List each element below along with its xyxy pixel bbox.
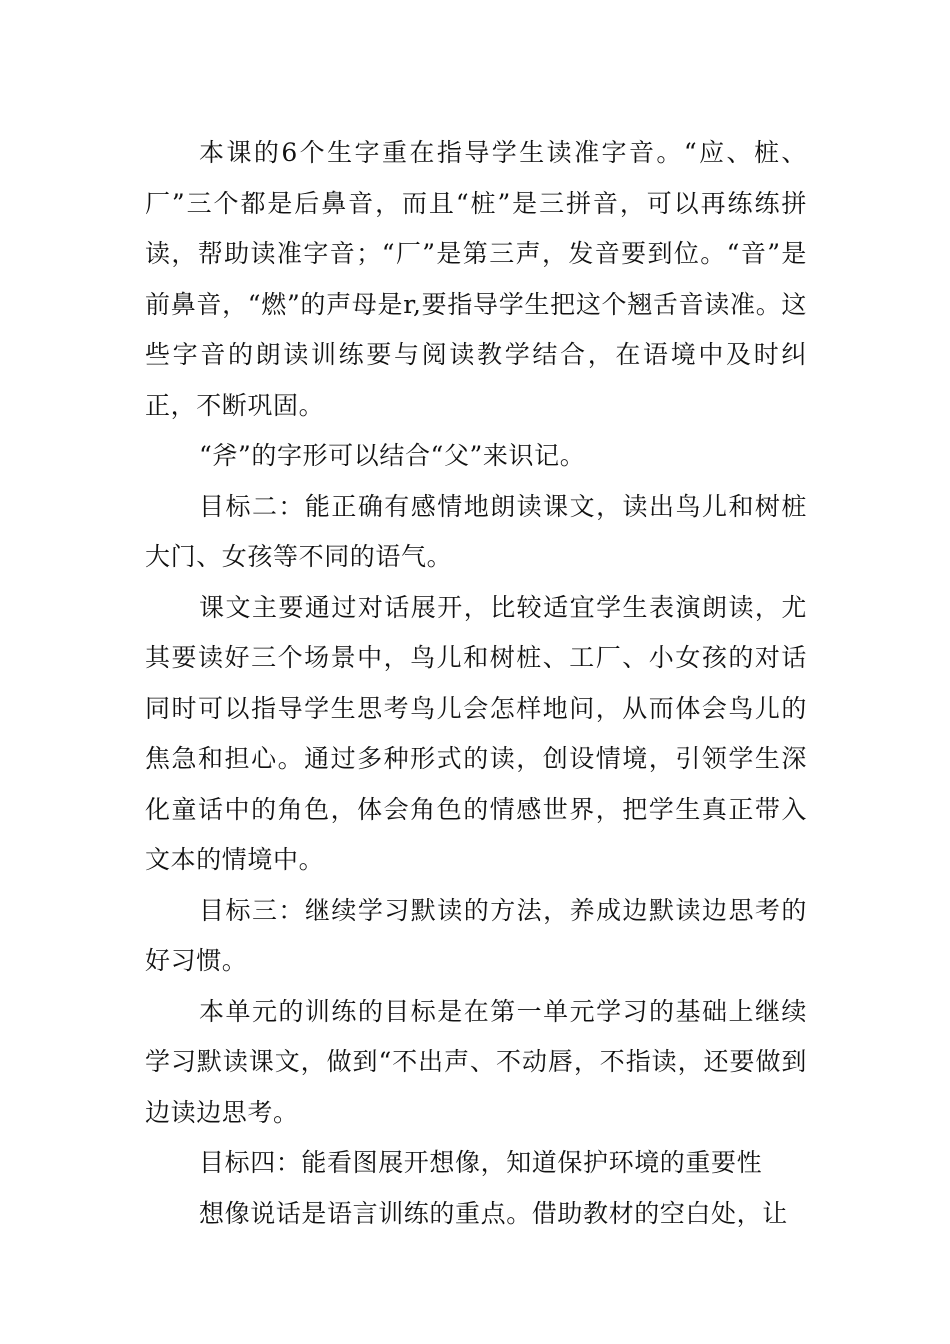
paragraph-pronunciation-guidance: 本课的6个生字重在指导学生读准字音。“应、桩、厂”三个都是后鼻音，而且“桩”是三拼音，可以再练练拼读，帮助读准字音；“厂”是第三声，发音要到位。“音”是前鼻音，“燃”的声母是r,要指导学生把这个翘舌音读准。这些字音的朗读训练要与阅读教学结合，在语境中及时纠正，不断巩固。 bbox=[145, 138, 807, 420]
paragraph-silent-reading: 本单元的训练的目标是在第一单元学习的基础上继续学习默读课文，做到“不出声、不动唇，不指读，还要做到边读边思考。 bbox=[145, 996, 807, 1127]
paragraph-goal-four: 目标四：能看图展开想像，知道保护环境的重要性 bbox=[199, 1148, 763, 1177]
paragraph-goal-two: 目标二：能正确有感情地朗读课文，读出鸟儿和树桩大门、女孩等不同的语气。 bbox=[145, 491, 807, 571]
paragraph-goal-three: 目标三：继续学习默读的方法，养成边默读边思考的好习惯。 bbox=[145, 895, 807, 975]
document-body bbox=[145, 128, 807, 1239]
paragraph-imaginative-speaking: 想像说话是语言训练的重点。借助教材的空白处，让 bbox=[199, 1198, 788, 1228]
paragraph-character-shape: “斧”的字形可以结合“父”来识记。 bbox=[199, 441, 586, 470]
paragraph-dialogue-reading: 课文主要通过对话展开，比较适宜学生表演朗读，尤其要读好三个场景中，鸟儿和树桩、工厂、小女孩的对话同时可以指导学生思考鸟儿会怎样地问，从而体会鸟儿的焦急和担心。通过多种形式的读，创设情境，引领学生深化童话中的角色，体会角色的情感世界，把学生真正带入文本的情境中。 bbox=[145, 592, 807, 874]
